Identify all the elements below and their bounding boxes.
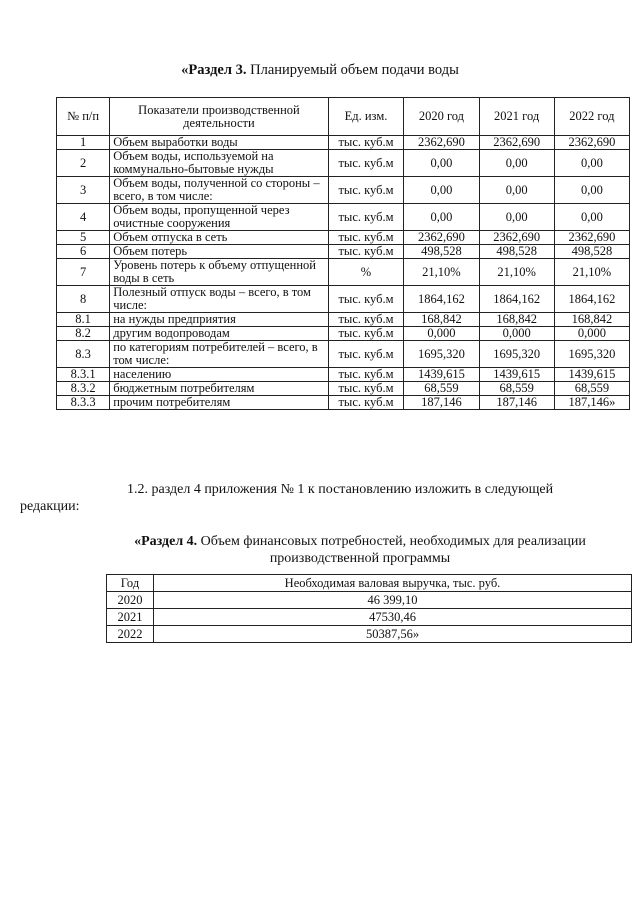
- row-value-2021: 0,00: [479, 204, 554, 231]
- table-row: [57, 382, 630, 396]
- row-indicator: Объем воды, используемой на коммунально-бытовые нужды: [110, 150, 328, 177]
- row-indicator: населению: [110, 368, 328, 382]
- row-gross-revenue: 47530,46: [154, 609, 632, 626]
- row-value-2020: 0,00: [404, 204, 479, 231]
- header-indicator: Показатели производственной деятельности: [110, 98, 328, 136]
- row-indicator: Уровень потерь к объему отпущенной воды в сеть: [110, 259, 328, 286]
- table-header-row: [107, 575, 632, 592]
- row-indicator: на нужды предприятия: [110, 313, 328, 327]
- row-value-2022: 2362,690: [554, 231, 629, 245]
- row-value-2020: 1695,320: [404, 341, 479, 368]
- row-number: 4: [57, 204, 110, 231]
- table-row: [57, 327, 630, 341]
- row-unit: тыс. куб.м: [328, 177, 404, 204]
- table-header-row: [57, 98, 630, 136]
- header-year-2022: 2022 год: [554, 98, 629, 136]
- row-value-2022: 498,528: [554, 245, 629, 259]
- row-number: 7: [57, 259, 110, 286]
- row-value-2020: 498,528: [404, 245, 479, 259]
- row-value-2022: 1864,162: [554, 286, 629, 313]
- table-row: [57, 396, 630, 410]
- row-value-2022: 0,00: [554, 177, 629, 204]
- row-value-2021: 0,00: [479, 177, 554, 204]
- row-indicator: бюджетным потребителям: [110, 382, 328, 396]
- table-row: [107, 592, 632, 609]
- row-number: 8.2: [57, 327, 110, 341]
- table-row: [107, 609, 632, 626]
- table-body: [107, 592, 632, 643]
- row-number: 8.3.3: [57, 396, 110, 410]
- row-value-2021: 2362,690: [479, 136, 554, 150]
- section-3-title-prefix: «Раздел 3.: [181, 62, 247, 78]
- row-year: 2022: [107, 626, 154, 643]
- row-value-2020: 2362,690: [404, 231, 479, 245]
- row-indicator: Полезный отпуск воды – всего, в том числе:: [110, 286, 328, 313]
- row-value-2021: 1695,320: [479, 341, 554, 368]
- row-number: 2: [57, 150, 110, 177]
- table-row: [57, 341, 630, 368]
- table-row: [57, 259, 630, 286]
- row-value-2020: 2362,690: [404, 136, 479, 150]
- section-4-title: [100, 533, 620, 567]
- table-row: [57, 231, 630, 245]
- row-number: 8.1: [57, 313, 110, 327]
- row-indicator: прочим потребителям: [110, 396, 328, 410]
- section-3-title-text: Планируемый объем подачи воды: [246, 62, 459, 78]
- row-unit: тыс. куб.м: [328, 368, 404, 382]
- table-row: [57, 177, 630, 204]
- row-number: 8.3: [57, 341, 110, 368]
- table-row: [57, 150, 630, 177]
- row-number: 8.3.2: [57, 382, 110, 396]
- section-4-title-text: Объем финансовых потребностей, необходимых для реализации производственной программы: [197, 534, 586, 566]
- row-value-2022: 187,146»: [554, 396, 629, 410]
- row-value-2022: 168,842: [554, 313, 629, 327]
- row-value-2022: 2362,690: [554, 136, 629, 150]
- header-gross-revenue: Необходимая валовая выручка, тыс. руб.: [154, 575, 632, 592]
- table-row: [57, 204, 630, 231]
- row-value-2022: 1439,615: [554, 368, 629, 382]
- row-unit: тыс. куб.м: [328, 396, 404, 410]
- row-value-2020: 0,00: [404, 177, 479, 204]
- row-unit: тыс. куб.м: [328, 286, 404, 313]
- row-unit: тыс. куб.м: [328, 150, 404, 177]
- row-value-2021: 1864,162: [479, 286, 554, 313]
- paragraph-line-2: редакции:: [20, 499, 80, 514]
- financial-needs-table: [106, 574, 632, 643]
- row-unit: %: [328, 259, 404, 286]
- row-value-2021: 0,000: [479, 327, 554, 341]
- row-value-2020: 168,842: [404, 313, 479, 327]
- row-indicator: Объем выработки воды: [110, 136, 328, 150]
- table-row: [57, 313, 630, 327]
- row-value-2022: 0,00: [554, 150, 629, 177]
- paragraph-line-1: 1.2. раздел 4 приложения № 1 к постановлению изложить в следующей: [127, 482, 554, 497]
- table-row: [57, 286, 630, 313]
- table-row: [57, 368, 630, 382]
- row-indicator: Объем воды, полученной со стороны – всего, в том числе:: [110, 177, 328, 204]
- row-unit: тыс. куб.м: [328, 245, 404, 259]
- row-unit: тыс. куб.м: [328, 341, 404, 368]
- row-year: 2020: [107, 592, 154, 609]
- row-gross-revenue: 46 399,10: [154, 592, 632, 609]
- row-number: 1: [57, 136, 110, 150]
- row-value-2021: 68,559: [479, 382, 554, 396]
- header-year: Год: [107, 575, 154, 592]
- row-number: 5: [57, 231, 110, 245]
- row-number: 8: [57, 286, 110, 313]
- section-4-title-prefix: «Раздел 4.: [134, 534, 198, 549]
- row-value-2021: 21,10%: [479, 259, 554, 286]
- row-indicator: Объем потерь: [110, 245, 328, 259]
- header-year-2021: 2021 год: [479, 98, 554, 136]
- row-indicator: другим водопроводам: [110, 327, 328, 341]
- row-value-2021: 1439,615: [479, 368, 554, 382]
- row-indicator: Объем отпуска в сеть: [110, 231, 328, 245]
- row-value-2020: 21,10%: [404, 259, 479, 286]
- row-value-2021: 498,528: [479, 245, 554, 259]
- row-value-2021: 2362,690: [479, 231, 554, 245]
- table-row: [57, 136, 630, 150]
- row-number: 3: [57, 177, 110, 204]
- row-unit: тыс. куб.м: [328, 327, 404, 341]
- row-number: 8.3.1: [57, 368, 110, 382]
- row-value-2022: 1695,320: [554, 341, 629, 368]
- table-row: [107, 626, 632, 643]
- row-unit: тыс. куб.м: [328, 313, 404, 327]
- planned-water-supply-table: [56, 97, 630, 410]
- section-3-title: [0, 62, 640, 79]
- row-value-2020: 0,00: [404, 150, 479, 177]
- row-number: 6: [57, 245, 110, 259]
- row-value-2020: 187,146: [404, 396, 479, 410]
- row-value-2021: 0,00: [479, 150, 554, 177]
- table-row: [57, 245, 630, 259]
- row-unit: тыс. куб.м: [328, 136, 404, 150]
- table-body: [57, 136, 630, 410]
- header-unit: Ед. изм.: [328, 98, 404, 136]
- row-unit: тыс. куб.м: [328, 231, 404, 245]
- row-value-2020: 68,559: [404, 382, 479, 396]
- row-indicator: по категориям потребителей – всего, в том числе:: [110, 341, 328, 368]
- row-indicator: Объем воды, пропущенной через очистные сооружения: [110, 204, 328, 231]
- row-value-2020: 1864,162: [404, 286, 479, 313]
- row-value-2021: 187,146: [479, 396, 554, 410]
- row-value-2020: 1439,615: [404, 368, 479, 382]
- row-year: 2021: [107, 609, 154, 626]
- header-year-2020: 2020 год: [404, 98, 479, 136]
- row-value-2022: 0,00: [554, 204, 629, 231]
- row-value-2020: 0,000: [404, 327, 479, 341]
- row-gross-revenue: 50387,56»: [154, 626, 632, 643]
- amendment-paragraph: [20, 481, 610, 515]
- row-unit: тыс. куб.м: [328, 204, 404, 231]
- row-value-2022: 0,000: [554, 327, 629, 341]
- row-value-2021: 168,842: [479, 313, 554, 327]
- header-number: № п/п: [57, 98, 110, 136]
- row-value-2022: 68,559: [554, 382, 629, 396]
- row-value-2022: 21,10%: [554, 259, 629, 286]
- row-unit: тыс. куб.м: [328, 382, 404, 396]
